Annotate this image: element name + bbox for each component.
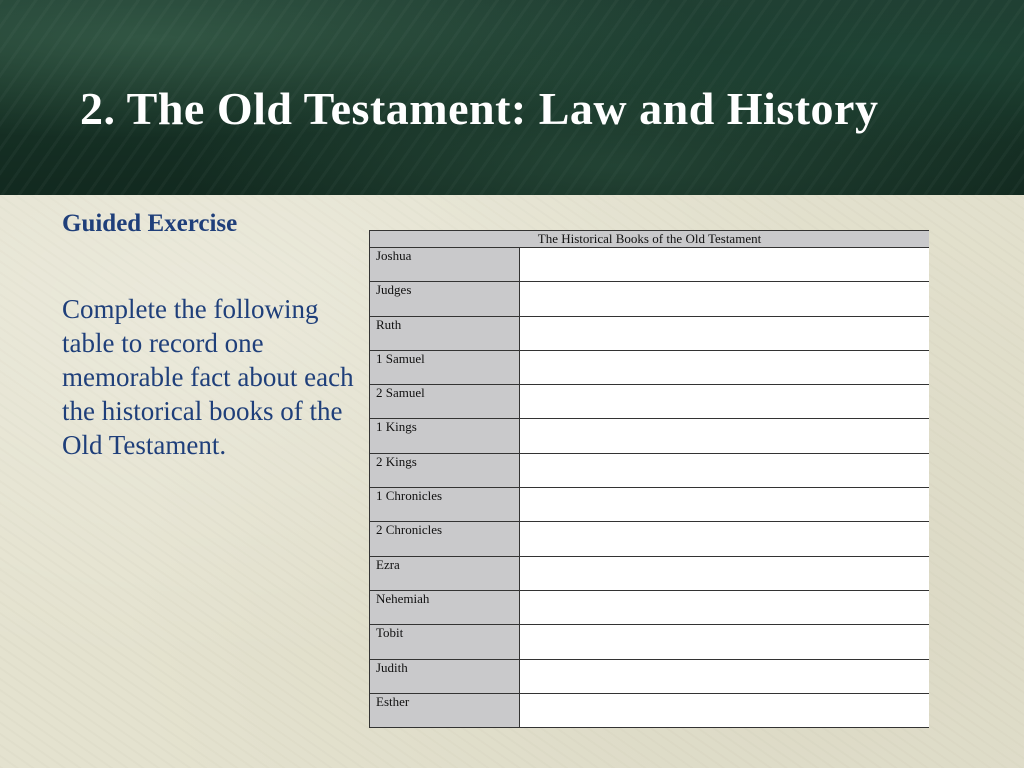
book-name-cell: Joshua [370,248,520,282]
table-row [370,590,930,624]
table-row [370,385,930,419]
fact-cell[interactable] [520,556,930,590]
table-row [370,453,930,487]
title-banner [0,0,1024,195]
table-row [370,419,930,453]
book-name-cell: 2 Samuel [370,385,520,419]
book-name-cell: Tobit [370,625,520,659]
fact-cell[interactable] [520,488,930,522]
fact-cell[interactable] [520,248,930,282]
fact-cell[interactable] [520,453,930,487]
book-name-cell: Ezra [370,556,520,590]
fact-cell[interactable] [520,350,930,384]
book-name-cell: 2 Kings [370,453,520,487]
book-name-cell: Ruth [370,316,520,350]
historical-books-table [369,230,929,728]
book-name-cell: Judges [370,282,520,316]
book-name-cell: Judith [370,659,520,693]
table-header-row [370,231,930,248]
fact-cell[interactable] [520,419,930,453]
table-row [370,316,930,350]
fact-cell[interactable] [520,316,930,350]
instruction-text: Complete the following table to record one memorable fact about each the historical books of the Old Testament. [62,294,354,460]
fact-cell[interactable] [520,693,930,727]
table-row [370,522,930,556]
table-row [370,625,930,659]
slide-title: 2. The Old Testament: Law and History [80,83,879,134]
table-row [370,350,930,384]
table-row [370,659,930,693]
table-row [370,282,930,316]
table-row [370,693,930,727]
fact-cell[interactable] [520,522,930,556]
book-name-cell: 1 Chronicles [370,488,520,522]
book-name-cell: 1 Kings [370,419,520,453]
table-header: The Historical Books of the Old Testament [370,231,930,248]
table-row [370,488,930,522]
book-name-cell: 1 Samuel [370,350,520,384]
book-name-cell: Nehemiah [370,590,520,624]
table-row [370,556,930,590]
fact-cell[interactable] [520,282,930,316]
fact-cell[interactable] [520,385,930,419]
fact-cell[interactable] [520,625,930,659]
book-name-cell: 2 Chronicles [370,522,520,556]
fact-cell[interactable] [520,659,930,693]
table-row [370,248,930,282]
section-heading: Guided Exercise [62,210,238,237]
table-body [370,248,930,728]
fact-cell[interactable] [520,590,930,624]
book-name-cell: Esther [370,693,520,727]
